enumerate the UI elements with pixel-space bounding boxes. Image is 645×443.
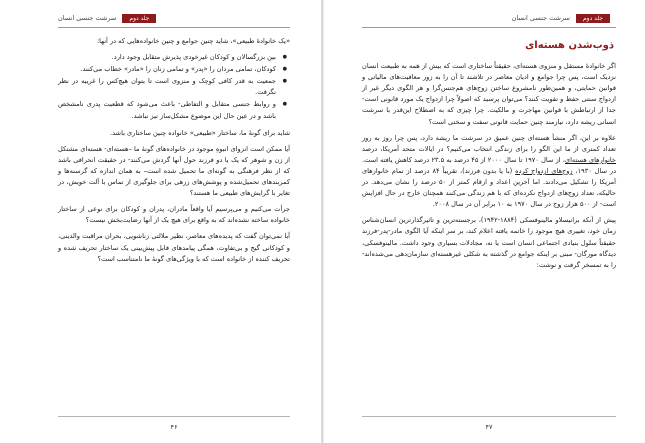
footer-rule	[58, 416, 290, 417]
body-paragraph: آیا نمی‌توان گفت که پدیده‌های معاصر، نظیر ملالتی زناشویی، بحران مراقبت والدینی، و کودکانی گیج و بی‌تفاوت، همگی پیامدهای قابل پیش‌بینی یک ساختار تحریف شده و تحریف کننده از خانواده است که با ویژگی‌های گونهٔ ما نامتناسب است؟	[58, 232, 290, 263]
header-part-label: جلد دوم	[576, 14, 610, 23]
body-paragraph: آیا ممکن است انزوای انبوهِ موجود در خانواده‌های گونهٔ ما –هسته‌ای- هسته‌ای مشتکل از زن و شوهر که یک یا دو فرزند حول آنها گردش می‌کنند- در حقیقت انحرافی باشد که از نظر فرهنگی به گونه‌ای ما تحمیل شده است– به همان اندازه که گرسنه‌ها و کمربندهای تحمیل‌شده و پوشش‌های زرهی برای جلوگیری از تماس با آلت خویش، در تغایر با گرایش‌های طبیعی ما هستند؟	[58, 144, 290, 198]
header-book-title: سرشت جنسی انسان	[58, 14, 117, 22]
underlined-term: زوج‌های ازدواج کرده	[515, 166, 573, 175]
bullet-item: ● بین بزرگسالان و کودکان غیرخودی پذیرش متقابل وجود دارد.	[58, 52, 276, 63]
bullet-item: ● و روابط جنسی متقابل و التفاطی- باعث می‌شود که قطعیت پدری نامشخص باشد و در عین حال این موضوع مشکل‌ساز نیز نباشد.	[58, 99, 276, 121]
header-rule	[362, 27, 616, 28]
underlined-term: خانوارهای هسته‌ای	[564, 155, 616, 164]
left-page-body	[58, 36, 290, 270]
page-number: ۴۷	[485, 423, 493, 431]
body-paragraph: شاید برای گونهٔ ما، ساختار «طبیعی» خانواده چنین ساختاری باشد.	[109, 128, 290, 137]
bullet-item: ● کودکان، تمامی مردان را «پدر» و تمامی زنان را «مادر» خطاب می‌کنند.	[58, 64, 276, 75]
text-run: ، از سال ۱۹۷۰ تا سال ۲۰۰۰ از ۴۵ درصد به ۲۳.۵ درصد کاهش یافته است. در سال ۱۹۳۰،	[362, 155, 617, 175]
body-paragraph-with-underlines	[362, 133, 616, 211]
right-page-header	[362, 11, 616, 25]
bullet-list	[58, 52, 290, 122]
bullet-item: ● جمعیت به قدر کافی کوچک و منزوی است تا بتوان هیچ‌کس را غریبه در نظر نگرفت.	[58, 76, 276, 98]
header-part-label: جلد دوم	[122, 14, 156, 23]
left-page-header	[58, 11, 290, 25]
right-page	[323, 0, 645, 443]
header-rule	[58, 27, 290, 28]
right-page-body	[362, 40, 616, 276]
body-paragraph: جرأت می‌کنیم و می‌پرسیم آیا واقعاً مادران، پدران و کودکان برای نوعی از ساختار خانواده ساخته نشده‌اند که به واقع برای هیچ یک از آنها رضایت‌بخش نیست؟	[58, 205, 290, 225]
header-book-title: سرشت جنسی انسان	[511, 14, 570, 22]
right-page-footer	[362, 423, 616, 431]
chapter-title: ذوب‌شدن هسته‌ای	[525, 40, 614, 51]
footer-rule	[362, 416, 616, 417]
body-paragraph: پیش از آنکه برانیسلاو مالینوفسکی (۱۸۸۴-۱۹۴۲)، برجسته‌ترین و تاثیرگذارترین انسان‌شناس زمان خود، تغییری هیچ موجود را خاتمه یافته اعلام کند، بر سر اینکه آیا الگوی مادر-پدر-فرزند حقیقتاً سلول بنیادی اجتماعی انسان است یا نه، مجادلات بسیاری وجود داشت. مالینوفسکی، دیدگاه مورگان- مبنی بر اینکه جوامع در گذشته به شکلی غیرهسته‌ای سازمان‌دهی می‌شده‌اند- را به تمسخر گرفت و نوشت:	[362, 216, 617, 269]
page-number: ۴۶	[170, 423, 178, 431]
text-run: (با یا بدون فرزند)، تقریباً ۸۴ درصد از تمام خانوارهای آمریکا را تشکیل می‌دادند. اما آخرین اعداد و ارقام کمتر از ۵۰ درصد را نشان می‌دهد. در حالیکه، تعداد زوج‌های ازدواج نکرده‌ای که با هم زندگی می‌کنند همچنان خارج در حال افزایش است- از ۵۰۰ هزار زوج در سال ۱۹۷۰ به ۱۰ برابر آن در سال ۲۰۰۸.	[362, 166, 616, 209]
left-page	[0, 0, 322, 443]
text-run: علاوه بر این، اگر منشأ هسته‌ای چنین عمیق در سرشت ما ریشه دارد، پس چرا روز به روز تعداد کمتری از ما این الگو را برای زندگی انتخاب می‌کنیم؟ در ایالات متحد آمریکا، درصد	[362, 133, 616, 153]
body-paragraph: اگر خانوادهٔ مستقل و منزوی هسته‌ای، حقیقتاً ساختاری است که بیش از همه به طبیعت انسان نزدیک است، پس چرا جوامع و ادیان معاصر در تلاشند تا آن را به زور معافیت‌های مالیاتی و قوانین حمایتی، و همین‌طور نامشروع ساختن زوج‌های هم‌جنس‌گرا و هر الگوی دیگر غیر از ازدواج سنتی حفظ و تقویت کنند؟ می‌توان پرسید که اصولاً چرا ازدواج یک مورد قانونی است- جدا از ارتباطش با قوانین مهاجرت و مالکیت. چرا چیزی که به اصطلاح این‌قدر با سرشت انسانی ریشه دارد، نیازمند چنین حمایت قانونی سفت و سختی است؟	[362, 62, 616, 126]
intro-paragraph: «یک خانوادهٔ طبیعی»، شاید چنین جوامع و چنین خانواده‌هایی که در آنها:	[96, 37, 290, 45]
left-page-footer	[58, 423, 290, 431]
